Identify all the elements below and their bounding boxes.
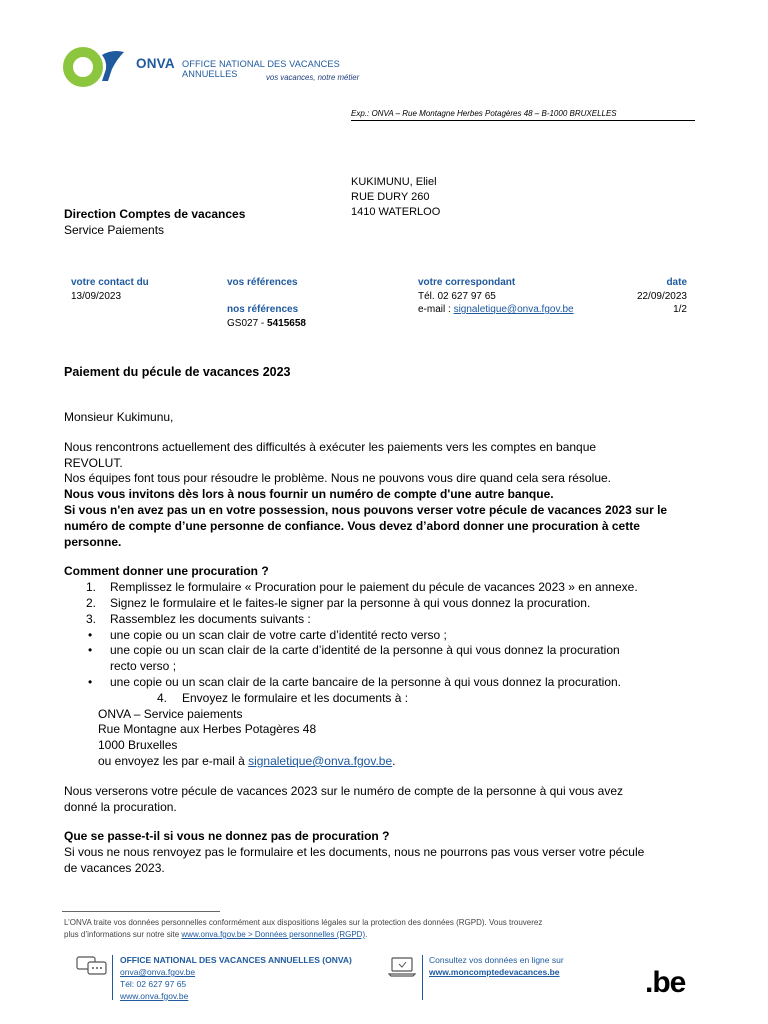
logo-brand: ONVA	[136, 56, 175, 71]
footer-phone: Tél: 02 627 97 65	[120, 979, 187, 989]
logo-office-name: OFFICE NATIONAL DES VACANCES ANNUELLES	[182, 59, 340, 79]
step-3	[64, 612, 704, 628]
our-refs-prefix: GS027 -	[227, 317, 268, 329]
step-3-text: Rassemblez les documents suivants :	[110, 611, 311, 626]
date-value: 22/09/2023	[636, 290, 687, 302]
how-title: Comment donner une procuration ?	[64, 564, 269, 579]
step-4	[64, 691, 704, 707]
onva-logo	[62, 43, 372, 91]
step-1	[64, 580, 704, 596]
step-1-text: Remplissez le formulaire « Procuration pour le paiement du pécule de vacances 2023 » en annexe.	[110, 580, 638, 595]
question-answer-a: Si vous ne nous renvoyez pas le formulaire et les documents, nous ne pourrons pas vous verser votre pécule	[64, 845, 645, 860]
our-refs-label: nos références	[227, 304, 299, 315]
bullet-1	[64, 628, 704, 644]
bullet-2-mark: •	[88, 643, 93, 658]
page-number: 1/2	[673, 304, 687, 315]
paragraph-4b: numéro de compte d’une personne de confiance. Vous devez d’abord donner une procuration à cette	[64, 518, 640, 533]
footer-bar-right	[422, 955, 423, 1000]
chat-icon	[76, 955, 108, 979]
references-block	[227, 276, 306, 330]
bullet-3-mark: •	[88, 674, 93, 689]
correspondent-email-line	[418, 303, 574, 317]
letter-body	[64, 410, 704, 877]
send-address-3: 1000 Bruxelles	[98, 738, 178, 753]
footer-org-name: OFFICE NATIONAL DES VACANCES ANNUELLES (ONVA)	[120, 955, 352, 965]
paragraph-3: Nous vous invitons dès lors à nous fournir un numéro de compte d'une autre banque.	[64, 487, 554, 502]
footer-web-link[interactable]: www.onva.fgov.be	[120, 991, 189, 1001]
department-service: Service Paiements	[64, 223, 165, 237]
question-title: Que se passe-t-il si vous ne donnez pas de procuration ?	[64, 829, 390, 844]
sender-address: Exp.: ONVA – Rue Montagne Herbes Potagères 48 – B-1000 BRUXELLES	[351, 109, 695, 121]
date-block	[587, 276, 687, 317]
send-email-line	[64, 754, 704, 770]
bullet-1-mark: •	[88, 627, 93, 642]
recipient-street: RUE DURY 260	[351, 191, 430, 203]
step-2-text: Signez le formulaire et le faites-le signer par la personne à qui vous donnez la procuration.	[110, 595, 591, 610]
footer-email-link[interactable]: onva@onva.fgov.be	[120, 967, 196, 977]
your-refs-label: vos références	[227, 277, 298, 288]
recipient-name: KUKIMUNU, Eliel	[351, 176, 437, 188]
step-4-text: Envoyez le formulaire et les documents à :	[182, 690, 409, 705]
bullet-2	[64, 643, 704, 659]
bullet-2-cont: recto verso ;	[110, 659, 177, 674]
gdpr-note-line-2	[64, 929, 704, 941]
bullet-2-text: une copie ou un scan clair de la carte d’identité de la personne à qui vous donnez la procuration	[110, 643, 620, 658]
logo-tagline: vos vacances, notre métier	[266, 73, 360, 82]
step-2-number: 2.	[86, 595, 97, 610]
paragraph-2: Nos équipes font tous pour résoudre le problème. Nous ne pouvons vous dire quand cela sera résolue.	[64, 471, 612, 486]
step-2	[64, 596, 704, 612]
paragraph-1b: REVOLUT.	[64, 455, 123, 470]
send-email-suffix: .	[392, 753, 396, 768]
footer-online-label: Consultez vos données en ligne sur	[429, 955, 564, 965]
gdpr-note	[64, 917, 704, 941]
correspondent-block	[418, 276, 574, 317]
footer-online	[429, 954, 564, 978]
step-4-number: 4.	[157, 690, 168, 705]
laptop-icon	[388, 955, 416, 979]
our-refs-number: 5415658	[267, 317, 306, 329]
footer-bar-left	[112, 955, 113, 1000]
footer-divider	[62, 911, 220, 912]
gdpr-link[interactable]: www.onva.fgov.be > Données personnelles (RGPD)	[181, 930, 366, 939]
question-answer-b: de vacances 2023.	[64, 860, 165, 875]
contact-label: votre contact du	[71, 277, 149, 288]
paragraph-1a: Nous rencontrons actuellement des difficultés à exécuter les paiements vers les comptes en banque	[64, 439, 597, 454]
gdpr-note-suffix: .	[365, 930, 368, 939]
correspondent-email-link[interactable]: signaletique@onva.fgov.be	[453, 304, 574, 315]
contact-block	[71, 276, 149, 303]
correspondent-phone: Tél. 02 627 97 65	[418, 290, 496, 302]
email-prefix: e-mail :	[418, 304, 454, 315]
gdpr-note-prefix: plus d’informations sur notre site	[64, 930, 182, 939]
paragraph-5b: donné la procuration.	[64, 799, 177, 814]
onva-logo-icon	[62, 43, 128, 91]
contact-date: 13/09/2023	[71, 290, 122, 302]
step-3-number: 3.	[86, 611, 97, 626]
be-logo: .be	[645, 966, 686, 999]
step-1-number: 1.	[86, 580, 97, 595]
letter-subject: Paiement du pécule de vacances 2023	[64, 365, 291, 379]
send-address-2: Rue Montagne aux Herbes Potagères 48	[98, 722, 317, 737]
send-email-link[interactable]: signaletique@onva.fgov.be	[248, 753, 393, 768]
our-refs-value	[227, 317, 306, 331]
bullet-3-text: une copie ou un scan clair de la carte bancaire de la personne à qui vous donnez la procuration.	[110, 674, 622, 689]
date-label: date	[666, 277, 687, 288]
recipient-city: 1410 WATERLOO	[351, 206, 441, 218]
footer-online-link[interactable]: www.moncomptedevacances.be	[429, 967, 560, 977]
paragraph-5a: Nous verserons votre pécule de vacances 2023 sur le numéro de compte de la personne à qui vous avez	[64, 783, 623, 798]
greeting: Monsieur Kukimunu,	[64, 410, 174, 424]
bullet-1-text: une copie ou un scan clair de votre carte d’identité recto verso ;	[110, 627, 447, 642]
send-address-1: ONVA – Service paiements	[98, 706, 243, 721]
bullet-3	[64, 675, 704, 691]
send-email-prefix: ou envoyez les par e-mail à	[98, 753, 249, 768]
department-block	[64, 206, 245, 238]
footer-contact	[120, 954, 352, 1002]
recipient-address	[351, 175, 440, 220]
correspondent-label: votre correspondant	[418, 277, 516, 288]
paragraph-4c: personne.	[64, 534, 122, 549]
department-title: Direction Comptes de vacances	[64, 207, 246, 221]
paragraph-4a: Si vous n'en avez pas un en votre possession, nous pouvons verser votre pécule de vacances 2023 sur le	[64, 502, 668, 517]
gdpr-note-line-1: L’ONVA traite vos données personnelles conformément aux dispositions légales sur la protection des données (RGPD). Vous trouverez	[64, 918, 543, 927]
